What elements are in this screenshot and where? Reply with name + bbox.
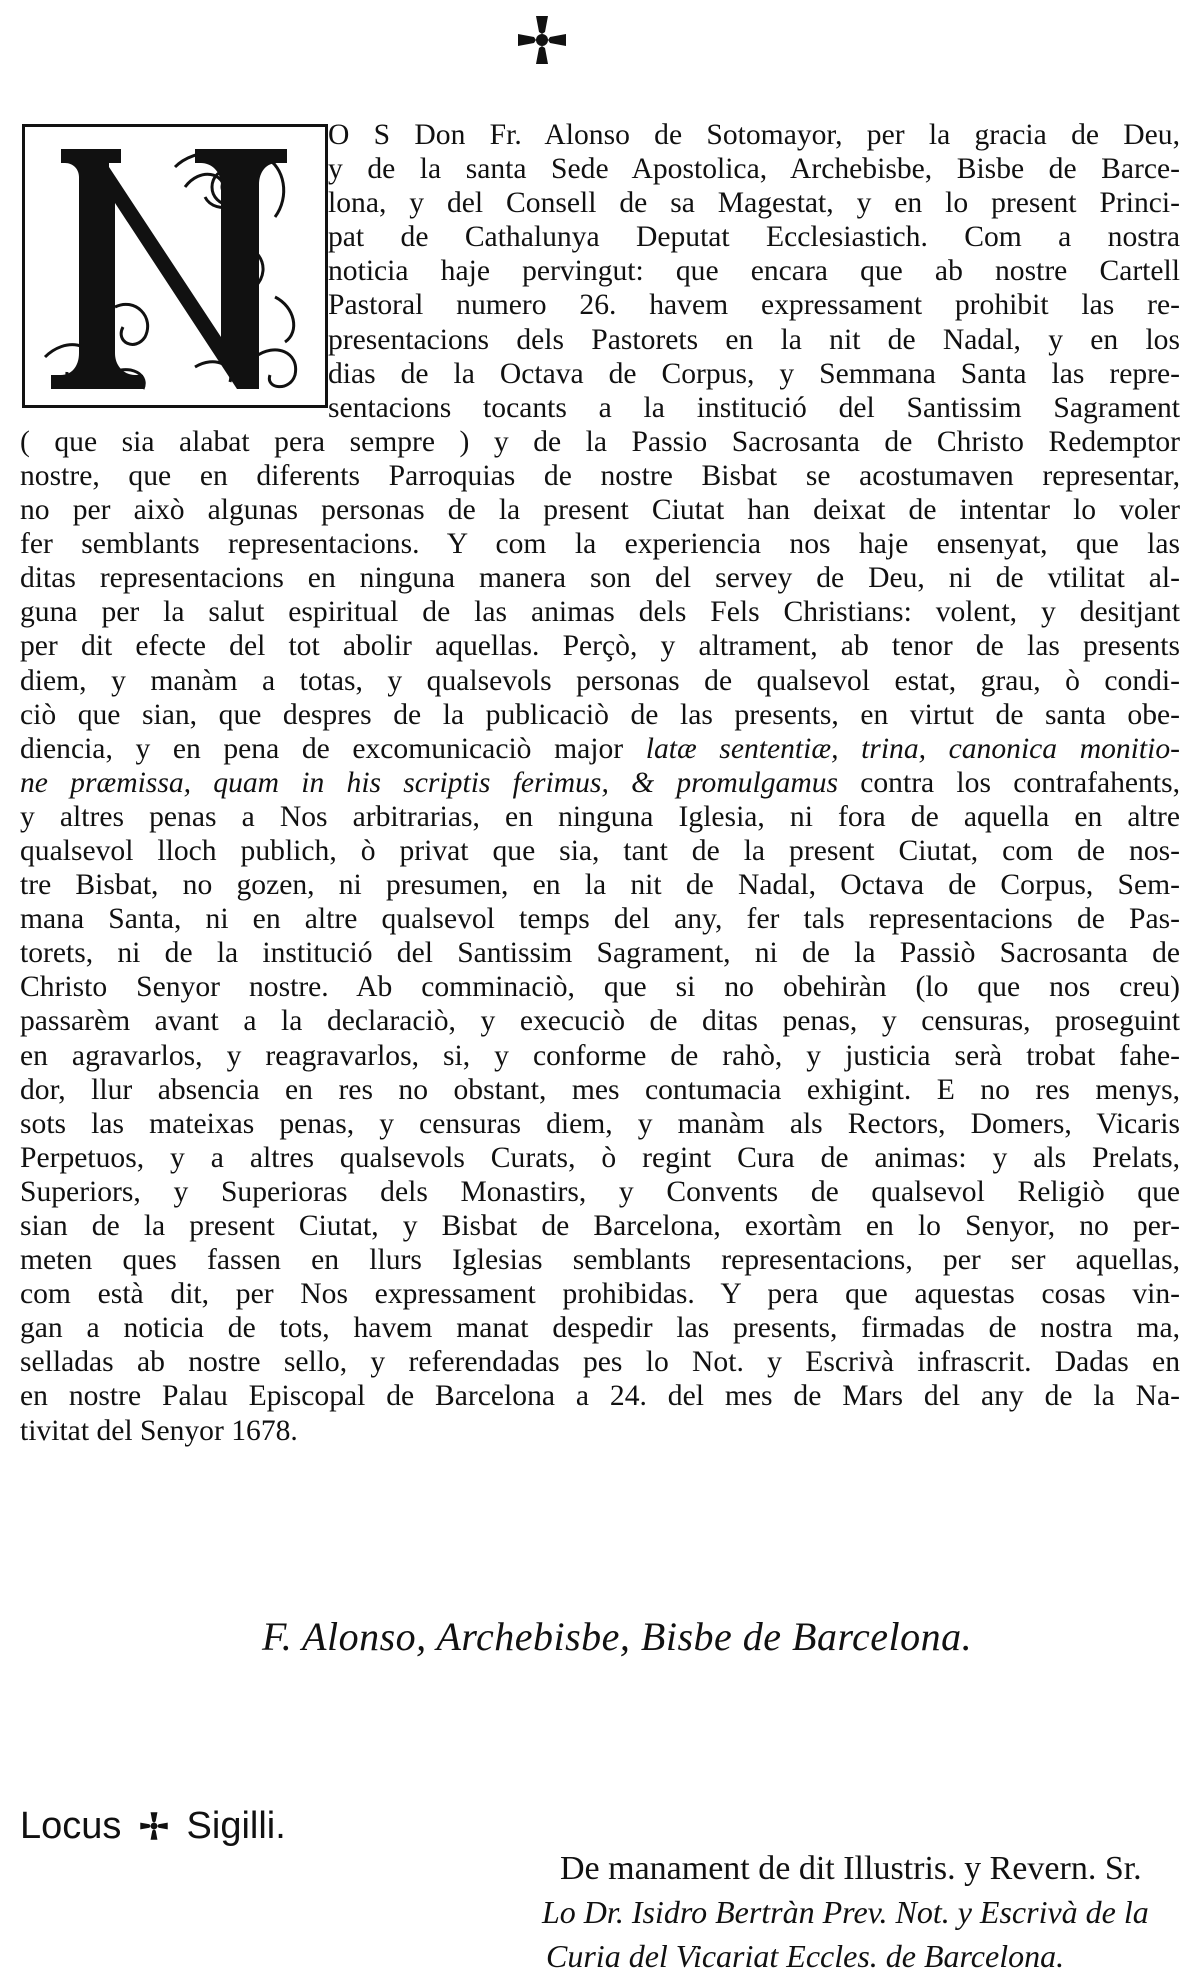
attestation-line: De manament de dit Illustris. y Revern. Sr.	[560, 1850, 1142, 1887]
text-line: sentacions tocants a la institució del Santissim Sagrament	[328, 391, 1180, 424]
text-line: en agravarlos, y reagravarlos, si, y conforme de rahò, y justicia serà trobat fahe-	[20, 1039, 1180, 1072]
text-line: guna per la salut espiritual de las animas dels Fels Christians: volent, y desitjant	[20, 596, 1180, 629]
text-line: presentacions dels Pastorets en la nit de Nadal, y en los	[328, 323, 1180, 356]
text-line: Pastoral numero 26. havem expressament prohibit las re-	[328, 289, 1180, 322]
decree-body	[20, 118, 1180, 1448]
text-line: lona, y del Consell de sa Magestat, y en lo present Princi-	[328, 187, 1180, 220]
latin-phrase: latæ sententiæ, trina, canonica monitio-	[645, 732, 1180, 765]
signature: F. Alonso, Archebisbe, Bisbe de Barcelona.	[262, 1614, 973, 1659]
latin-phrase: ne præmissa, quam in his scriptis ferimus, & promulgamus	[20, 766, 839, 799]
text-line: torets, ni de la institució del Santissim Sagrament, ni de la Passiò Sacrosanta de	[20, 937, 1180, 970]
text-line: pat de Cathalunya Deputat Ecclesiastich. Com a nostra	[328, 221, 1180, 254]
text-line: sots las mateixas penas, y censuras diem, y manàm als Rectors, Domers, Vicaris	[20, 1107, 1180, 1140]
text-line: gan a noticia de tots, havem manat despedir las presents, firmadas de nostra ma,	[20, 1312, 1180, 1345]
text-line: noticia haje pervingut: que encara que ab nostre Cartell	[328, 255, 1180, 288]
seal-placeholder	[20, 1805, 286, 1848]
text-line: tivitat del Senyor 1678.	[20, 1414, 298, 1447]
text-line: Perpetuos, y a altres qualsevols Curats, ò regint Cura de animas: y als Prelats,	[20, 1141, 1180, 1174]
text-line: diem, y manàm a totas, y qualsevols personas de qualsevol estat, grau, ò condi-	[20, 664, 1180, 697]
text-line: meten ques fassen en llurs Iglesias semblants representacions, per ser aquellas,	[20, 1244, 1180, 1277]
text-line: tre Bisbat, no gozen, ni presumen, en la nit de Nadal, Octava de Corpus, Sem-	[20, 869, 1180, 902]
text-line	[20, 732, 1180, 766]
text-line: Superiors, y Superioras dels Monastirs, y Convents de qualsevol Religiò que	[20, 1175, 1180, 1208]
text-line: en nostre Palau Episcopal de Barcelona a 24. del mes de Mars del any de la Na-	[20, 1380, 1180, 1413]
text-line: passarèm avant a la declaraciò, y execuciò de ditas penas, y censuras, proseguint	[20, 1005, 1180, 1038]
text-line: sian de la present Ciutat, y Bisbat de Barcelona, exortàm en lo Senyor, no per-	[20, 1210, 1180, 1242]
text-line: ( que sia alabat pera sempre ) y de la Passio Sacrosanta de Christo Redemptor	[20, 425, 1180, 458]
notary-office: Curia del Vicariat Eccles. de Barcelona.	[546, 1938, 1065, 1974]
text-line: O S Don Fr. Alonso de Sotomayor, per la gracia de Deu,	[328, 119, 1180, 151]
text-line	[20, 766, 1180, 800]
text-line: y de la santa Sede Apostolica, Archebisbe, Bisbe de Barce-	[328, 153, 1180, 186]
text-line: dias de la Octava de Corpus, y Semmana Santa las repre-	[328, 357, 1180, 390]
text-line: ditas representacions en ninguna manera son del servey de Deu, ni de vtilitat al-	[20, 562, 1180, 595]
cross-pattee-icon	[138, 1810, 170, 1842]
text-line: no per això algunas personas de la present Ciutat han deixat de intentar lo voler	[20, 494, 1180, 527]
text-line: com està dit, per Nos expressament prohibidas. Y pera que aquestas cosas vin-	[20, 1278, 1180, 1311]
notary-name: Lo Dr. Isidro Bertràn Prev. Not. y Escrivà de la	[542, 1894, 1149, 1930]
cross-pattee-icon	[514, 12, 570, 68]
text-line: mana Santa, ni en altre qualsevol temps del any, fer tals representacions de Pas-	[20, 903, 1180, 936]
text-line: Christo Senyor nostre. Ab comminaciò, que si no obehiràn (lo que nos creu)	[20, 971, 1180, 1004]
text-line: qualsevol lloch publich, ò privat que sia, tant de la present Ciutat, com de nos-	[20, 834, 1180, 867]
text-line: per dit efecte del tot abolir aquellas. Perçò, y altrament, ab tenor de las presents	[20, 630, 1180, 663]
text-segment: diencia, y en pena de excomunicaciò major	[20, 732, 624, 765]
seal-word: Locus	[20, 1805, 122, 1847]
text-line: y altres penas a Nos arbitrarias, en ninguna Iglesia, ni fora de aquella en altre	[20, 800, 1180, 833]
text-line: nostre, que en diferents Parroquias de nostre Bisbat se acostumaven representar,	[20, 459, 1180, 492]
text-line: fer semblants representacions. Y com la experiencia nos haje ensenyat, que las	[20, 528, 1180, 561]
text-line: selladas ab nostre sello, y referendadas pes lo Not. y Escrivà infrascrit. Dadas en	[20, 1346, 1180, 1379]
seal-word: Sigilli.	[186, 1805, 286, 1847]
clerk-attestation	[542, 1850, 1190, 1982]
text-segment: contra los contrafahents,	[860, 766, 1180, 799]
text-line: ciò que sian, que despres de la publicaciò de las presents, en virtut de santa obe-	[20, 698, 1180, 731]
text-line: dor, llur absencia en res no obstant, mes contumacia exhigint. E no res menys,	[20, 1073, 1180, 1106]
